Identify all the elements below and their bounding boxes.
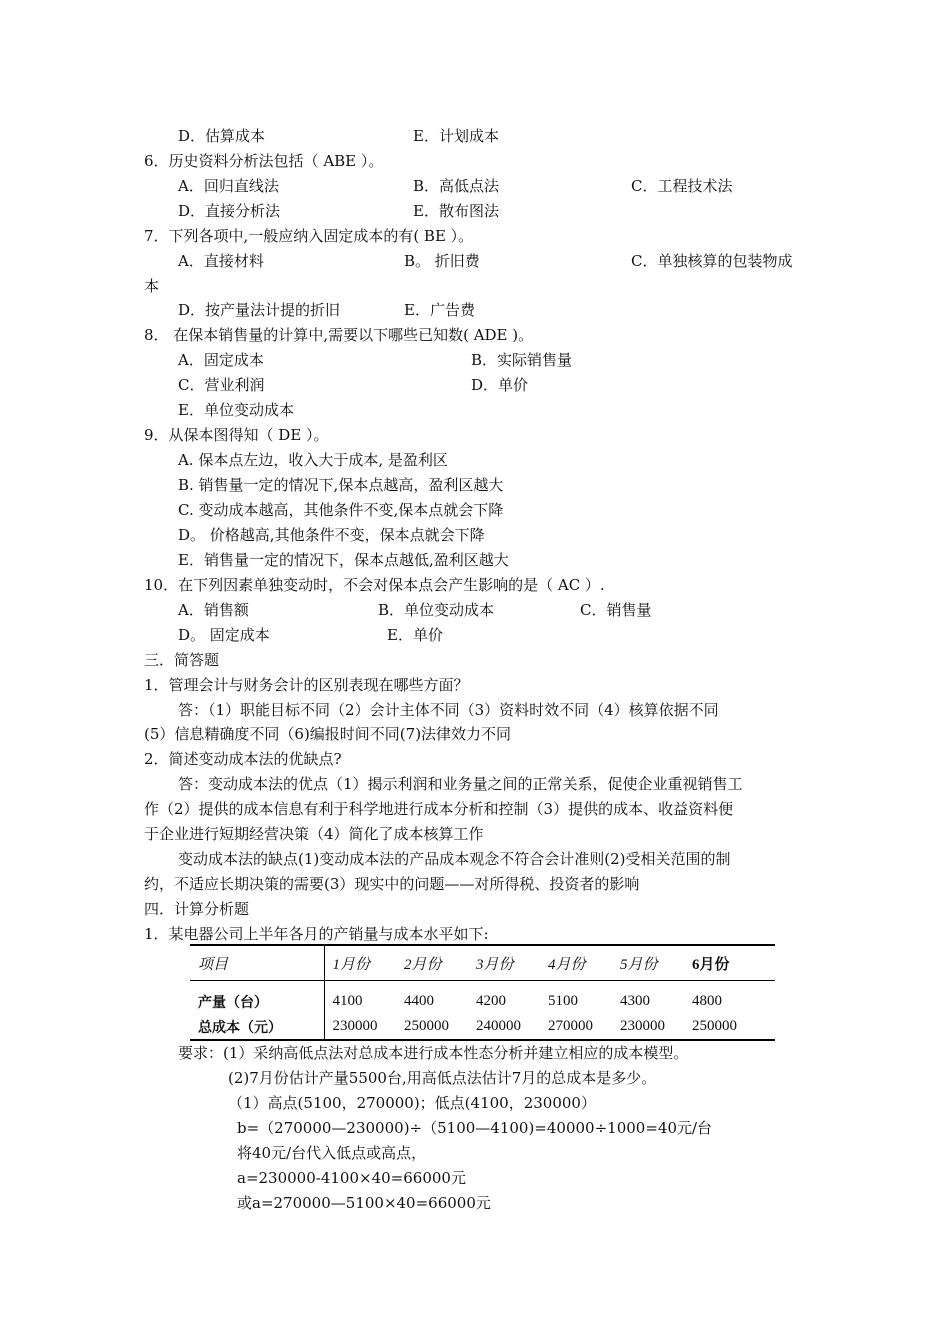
solution-text: 或a=270000—5100×40=66000元 — [237, 1194, 491, 1212]
option-c: C．营业利润 — [178, 376, 265, 394]
solution-text: （1）高点(5100，270000)；低点(4100，230000） — [228, 1094, 596, 1112]
option-e: E．计划成本 — [413, 127, 499, 145]
column-header: 2月份 — [396, 945, 468, 981]
table-cell: 250000 — [396, 1014, 468, 1040]
answer-text: 于企业进行短期经营决策（4）简化了成本核算工作 — [144, 825, 484, 843]
option-c: C．工程技术法 — [631, 177, 733, 195]
table-cell: 4200 — [476, 993, 506, 1009]
table-cell: 4300 — [620, 993, 650, 1009]
section-heading: 三．简答题 — [144, 651, 220, 669]
option-a: A．直接材料 — [178, 252, 264, 270]
option-c-continued: 本 — [144, 277, 160, 295]
row-header: 产量（台） — [190, 981, 324, 1015]
cost-table — [190, 944, 775, 1041]
option-b: B．单位变动成本 — [378, 601, 495, 619]
option-b: B。 折旧费 — [404, 252, 480, 270]
table-cell: 230000 — [324, 1014, 396, 1040]
option-b: B. 销售量一定的情况下,保本点越高，盈利区越大 — [178, 476, 504, 494]
short-question-1: 1．管理会计与财务会计的区别表现在哪些方面？ — [144, 676, 469, 694]
table-cell: 230000 — [612, 1014, 684, 1040]
solution-text: 将40元/台代入低点或高点， — [237, 1144, 427, 1162]
table-row — [190, 981, 775, 1015]
answer-text: 作（2）提供的成本信息有利于科学地进行成本分析和控制（3）提供的成本、收益资料便 — [144, 800, 734, 818]
answer-text: (5）信息精确度不同（6)编报时间不同(7)法律效力不同 — [144, 725, 512, 743]
option-a: A．固定成本 — [178, 351, 264, 369]
option-d: D．直接分析法 — [178, 202, 281, 220]
answer-text: 答：（1）职能目标不同（2）会计主体不同（3）资料时效不同（4）核算依据不同 — [178, 701, 719, 719]
option-c: C．销售量 — [580, 601, 652, 619]
row-header: 总成本（元） — [190, 1014, 324, 1040]
requirement-text: (2)7月份估计产量5500台,用高低点法估计7月的总成本是多少。 — [228, 1069, 657, 1087]
option-a: A．销售额 — [178, 601, 249, 619]
option-d: D．单价 — [471, 376, 529, 394]
table-row — [190, 1014, 775, 1040]
option-e: E．广告费 — [404, 301, 475, 319]
answer-text: 变动成本法的缺点(1)变动成本法的产品成本观念不符合会计准则(2)受相关范围的制 — [178, 850, 731, 868]
column-header: 1月份 — [324, 945, 396, 981]
option-a: A．回归直线法 — [178, 177, 279, 195]
option-c: C. 变动成本越高，其他条件不变,保本点就会下降 — [178, 501, 504, 519]
question-7: 7．下列各项中,一般应纳入固定成本的有( BE ）。 — [144, 227, 474, 245]
section-heading: 四．计算分析题 — [144, 900, 250, 918]
question-6: 6．历史资料分析法包括（ ABE ）。 — [144, 152, 384, 170]
table-cell: 4800 — [692, 993, 722, 1009]
requirement-text: 要求：(1）采纳高低点法对总成本进行成本性态分析并建立相应的成本模型。 — [178, 1044, 689, 1062]
option-c: C．单独核算的包装物成 — [631, 252, 793, 270]
column-header: 6月份 — [684, 945, 775, 981]
short-question-2: 2．简述变动成本法的优缺点? — [144, 750, 342, 768]
option-e: E．销售量一定的情况下，保本点越低,盈利区越大 — [178, 551, 509, 569]
question-8: 8． 在保本销售量的计算中,需要以下哪些已知数( ADE )。 — [144, 326, 534, 344]
table-cell: 250000 — [684, 1014, 775, 1040]
option-b: B．实际销售量 — [471, 351, 573, 369]
table-cell: 4400 — [404, 993, 434, 1009]
table-cell: 4100 — [332, 993, 363, 1009]
option-e: E．单价 — [387, 626, 443, 644]
calc-question-1: 1．某电器公司上半年各月的产销量与成本水平如下: — [144, 925, 489, 943]
option-d: D．估算成本 — [178, 127, 266, 145]
answer-text: 约，不适应长期决策的需要(3）现实中的问题——对所得税、投资者的影响 — [144, 875, 640, 893]
table-header-row — [190, 945, 775, 981]
column-header: 4月份 — [540, 945, 612, 981]
solution-text: a=230000-4100×40=66000元 — [237, 1169, 466, 1187]
column-header: 项目 — [190, 945, 324, 981]
question-9: 9．从保本图得知（ DE ）。 — [144, 426, 329, 444]
option-e: E．单位变动成本 — [178, 401, 294, 419]
option-e: E．散布图法 — [413, 202, 499, 220]
question-10: 10．在下列因素单独变动时，不会对保本点会产生影响的是（ AC ）. — [144, 576, 605, 594]
solution-text: b=（270000—230000)÷（5100—4100)=40000÷1000=40元/台 — [237, 1119, 713, 1137]
answer-text: 答：变动成本法的优点（1）揭示利润和业务量之间的正常关系，促使企业重视销售工 — [178, 775, 743, 793]
column-header: 3月份 — [468, 945, 540, 981]
column-header: 5月份 — [612, 945, 684, 981]
table-cell: 270000 — [540, 1014, 612, 1040]
table-cell: 5100 — [548, 993, 578, 1009]
option-a: A. 保本点左边，收入大于成本, 是盈利区 — [178, 451, 448, 469]
table-cell: 240000 — [468, 1014, 540, 1040]
option-d: D．按产量法计提的折旧 — [178, 301, 341, 319]
option-b: B．高低点法 — [413, 177, 500, 195]
option-d: D。 价格越高,其他条件不变，保本点就会下降 — [178, 526, 485, 544]
option-d: D。 固定成本 — [178, 626, 270, 644]
